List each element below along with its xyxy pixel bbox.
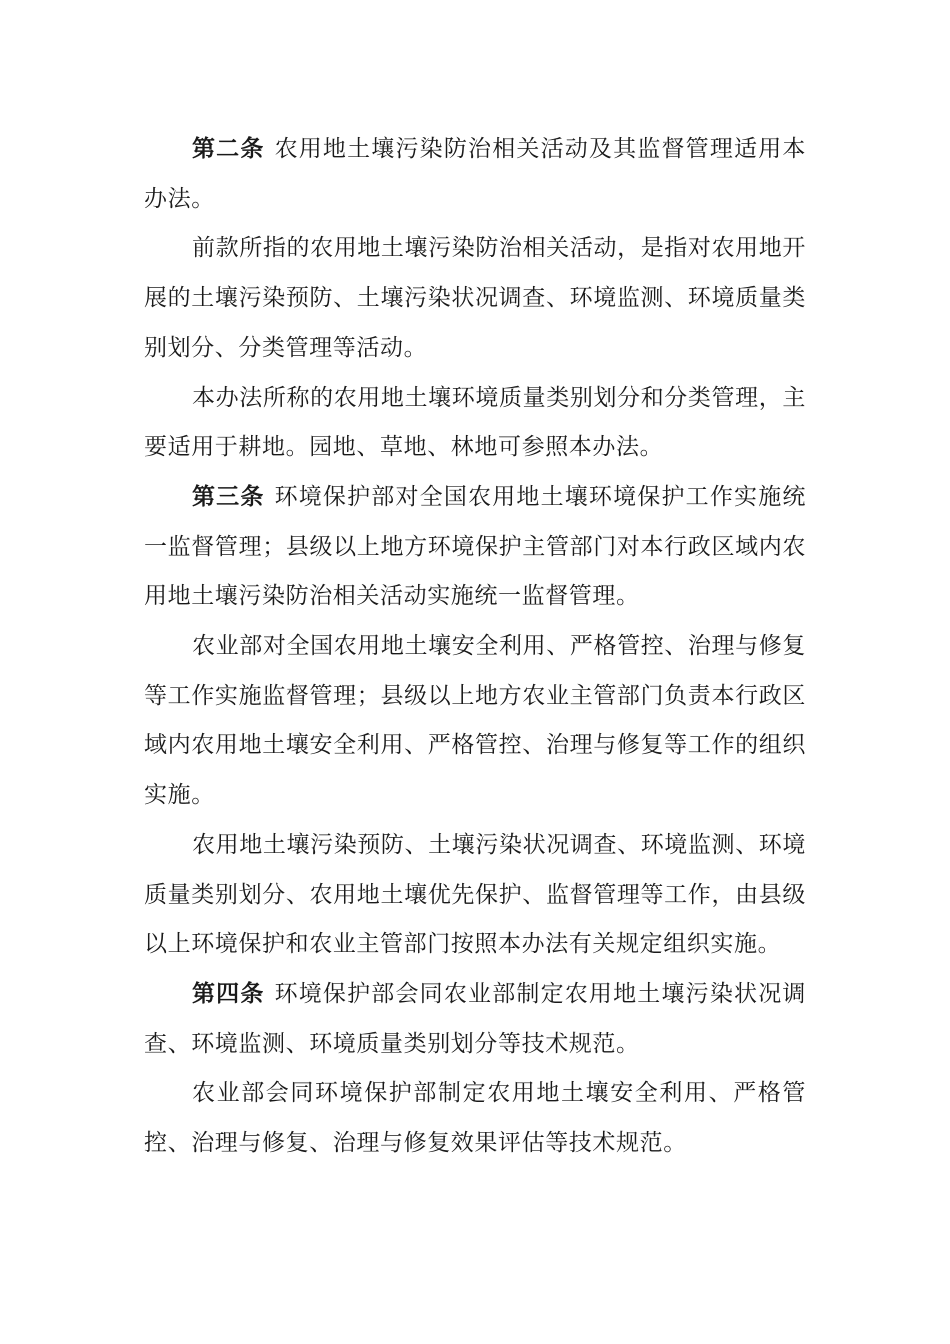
article-heading: 第三条 (192, 483, 265, 510)
paragraph (144, 1069, 806, 1168)
paragraph-text: 农业部会同环境保护部制定农用地土壤安全利用、严格管控、治理与修复、治理与修复效果评估等技术规范。 (144, 1080, 806, 1157)
paragraph (144, 821, 806, 970)
paragraph-text: 本办法所称的农用地土壤环境质量类别划分和分类管理，主要适用于耕地。园地、草地、林地可参照本办法。 (144, 384, 806, 461)
paragraph (144, 224, 806, 373)
paragraph (144, 622, 806, 821)
document-body (144, 125, 806, 1169)
article-heading: 第二条 (192, 136, 265, 162)
article-heading: 第四条 (192, 980, 265, 1007)
paragraph-text: 前款所指的农用地土壤污染防治相关活动，是指对农用地开展的土壤污染预防、土壤污染状况调查、环境监测、环境质量类别划分、分类管理等活动。 (144, 235, 806, 361)
paragraph-text: 环境保护部对全国农用地土壤环境保护工作实施统一监督管理；县级以上地方环境保护主管部门对本行政区域内农用地土壤污染防治相关活动实施统一监督管理。 (144, 483, 806, 610)
paragraph-text: 农用地土壤污染防治相关活动及其监督管理适用本办法。 (144, 136, 806, 212)
paragraph-article-4 (144, 970, 806, 1069)
paragraph-text: 农业部对全国农用地土壤安全利用、严格管控、治理与修复等工作实施监督管理；县级以上地方农业主管部门负责本行政区域内农用地土壤安全利用、严格管控、治理与修复等工作的组织实施。 (144, 633, 806, 809)
paragraph-text: 环境保护部会同农业部制定农用地土壤污染状况调查、环境监测、环境质量类别划分等技术规范。 (144, 980, 806, 1057)
paragraph-article-3 (144, 473, 806, 622)
paragraph-article-2 (144, 125, 806, 224)
paragraph (144, 374, 806, 473)
paragraph-text: 农用地土壤污染预防、土壤污染状况调查、环境监测、环境质量类别划分、农用地土壤优先保护、监督管理等工作，由县级以上环境保护和农业主管部门按照本办法有关规定组织实施。 (144, 831, 806, 958)
